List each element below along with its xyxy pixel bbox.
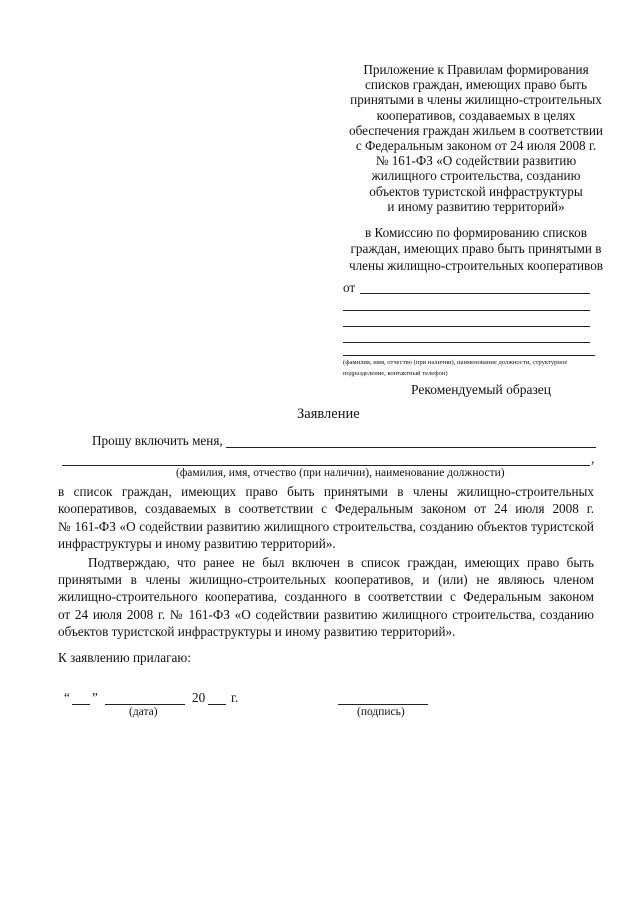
paragraph-line: объектов туристской инфраструктуры и иному развитию территорий». (58, 624, 456, 640)
signature-caption: (подпись) (357, 705, 405, 718)
paragraph-line: принятыми в члены жилищно-строительных кооперативов, и (или) не являюсь членом (58, 572, 594, 588)
header-line: Приложение к Правилам формирования (363, 62, 589, 77)
addressee-line: члены жилищно-строительных кооперативов (348, 257, 604, 273)
header-line: с Федеральным законом от 24 июля 2008 г. (355, 138, 597, 154)
addressee-line: в Комиссию по формированию списков (365, 225, 587, 240)
comma: , (591, 451, 595, 466)
document-body (58, 483, 594, 730)
from-field-line-1[interactable] (360, 293, 590, 294)
addressee-line: граждан, имеющих право быть принятыми в (350, 241, 602, 257)
paragraph-line: инфраструктуры и иному развитию территорий». (58, 536, 336, 552)
from-label: от (343, 280, 356, 295)
paragraph-line: от 24 июля 2008 г. № 161-ФЗ «О содействии развитию жилищного строительства, созданию (58, 606, 594, 622)
confirm-paragraph (58, 554, 594, 641)
from-field-line-4[interactable] (343, 342, 590, 343)
paragraph-line: жилищно-строительного кооператива, созданного в соответствии с Федеральным законом (58, 589, 594, 605)
signature-field[interactable] (338, 704, 428, 705)
year-suffix: г. (231, 689, 239, 705)
paragraph-line: кооперативов, создаваемых в соответствии с Федеральным законом от 24 июля 2008 г. (58, 501, 594, 517)
from-field-line-5[interactable] (343, 355, 595, 356)
from-caption-line: (фамилия, имя, отчество (при наличии), наименование должности, структурное (343, 359, 568, 366)
header-line: списков граждан, имеющих право быть (365, 77, 587, 93)
year-field[interactable] (208, 704, 226, 705)
signature-row (58, 690, 594, 730)
name-field-line-2[interactable] (62, 465, 590, 466)
name-field-line-1[interactable] (226, 447, 596, 448)
request-paragraph (58, 483, 594, 553)
request-lead: Прошу включить меня, (92, 433, 223, 448)
day-field[interactable] (72, 704, 90, 705)
name-caption: (фамилия, имя, отчество (при наличии), наименование должности) (176, 467, 505, 479)
document-title: Заявление (297, 406, 360, 422)
quote-open: “ (64, 689, 70, 705)
addressee (330, 225, 622, 274)
header-line: и иному развитию территорий» (387, 198, 565, 214)
paragraph-line: Подтверждаю, что ранее не был включен в список граждан, имеющих право быть (88, 554, 594, 570)
header-line: жилищного строительства, созданию (371, 168, 581, 184)
year-prefix: 20 (192, 689, 206, 705)
paragraph-line: в список граждан, имеющих право быть принятыми в члены жилищно-строительных (58, 484, 594, 499)
from-caption-line: подразделение, контактный телефон) (343, 370, 448, 377)
date-caption: (дата) (129, 705, 158, 718)
from-field-line-2[interactable] (343, 310, 590, 311)
header-line: кооперативов, создаваемых в целях (376, 107, 576, 123)
recommended-sample-label: Рекомендуемый образец (411, 382, 552, 397)
header-line: № 161-ФЗ «О содействии развитию (375, 153, 577, 169)
attachments-label: К заявлению прилагаю: (58, 649, 191, 665)
paragraph-line: № 161-ФЗ «О содействии развитию жилищного строительства, созданию объектов туристской (58, 518, 594, 534)
appendix-header (330, 62, 622, 214)
quote-close: ” (92, 689, 98, 705)
header-line: объектов туристской инфраструктуры (369, 183, 583, 199)
header-line: обеспечения граждан жильем в соответствии (349, 122, 603, 138)
header-line: принятыми в члены жилищно-строительных (350, 92, 602, 108)
from-caption (343, 357, 623, 379)
from-field-line-3[interactable] (343, 326, 590, 327)
month-field[interactable] (105, 704, 185, 705)
